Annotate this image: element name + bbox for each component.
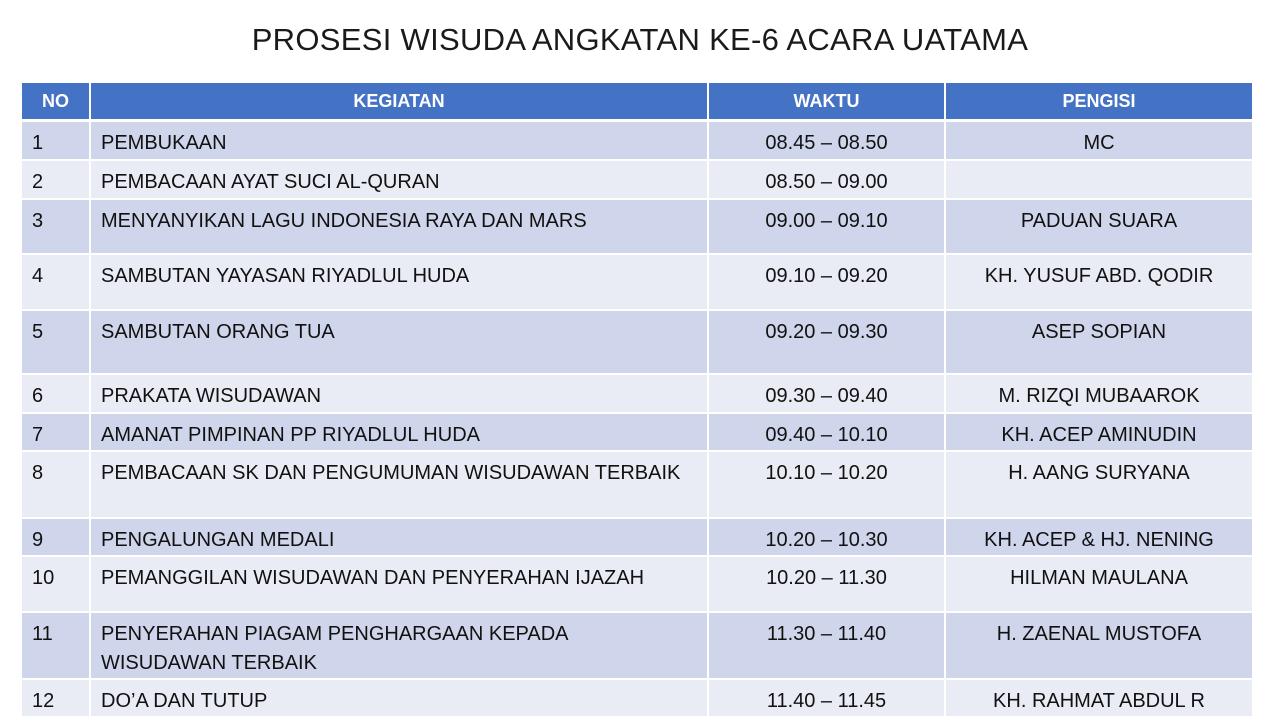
table-header-row [22,83,1252,121]
cell-no: 11 [22,612,90,679]
cell-pengisi: ASEP SOPIAN [945,310,1252,374]
table-row [22,556,1252,612]
cell-kegiatan: PEMBACAAN AYAT SUCI AL-QURAN [90,160,708,199]
cell-no: 9 [22,518,90,556]
cell-kegiatan: PRAKATA WISUDAWAN [90,374,708,413]
cell-pengisi [945,160,1252,199]
table-row [22,612,1252,679]
cell-pengisi: KH. YUSUF ABD. QODIR [945,254,1252,310]
cell-kegiatan: PENGALUNGAN MEDALI [90,518,708,556]
cell-waktu: 09.10 – 09.20 [708,254,945,310]
cell-pengisi: H. AANG SURYANA [945,451,1252,518]
cell-no: 6 [22,374,90,413]
cell-waktu: 11.30 – 11.40 [708,612,945,679]
cell-waktu: 08.50 – 09.00 [708,160,945,199]
cell-kegiatan: PEMBACAAN SK DAN PENGUMUMAN WISUDAWAN TERBAIK [90,451,708,518]
cell-no: 5 [22,310,90,374]
cell-pengisi: KH. RAHMAT ABDUL R [945,679,1252,717]
table-row [22,374,1252,413]
cell-no: 10 [22,556,90,612]
cell-pengisi: M. RIZQI MUBAAROK [945,374,1252,413]
cell-kegiatan: DO’A DAN TUTUP [90,679,708,717]
cell-pengisi: HILMAN MAULANA [945,556,1252,612]
cell-pengisi: H. ZAENAL MUSTOFA [945,612,1252,679]
cell-waktu: 08.45 – 08.50 [708,121,945,160]
cell-waktu: 10.20 – 11.30 [708,556,945,612]
table-row [22,451,1252,518]
cell-waktu: 11.40 – 11.45 [708,679,945,717]
cell-no: 2 [22,160,90,199]
cell-pengisi: KH. ACEP AMINUDIN [945,413,1252,451]
cell-pengisi: KH. ACEP & HJ. NENING [945,518,1252,556]
cell-kegiatan: MENYANYIKAN LAGU INDONESIA RAYA DAN MARS [90,199,708,254]
cell-kegiatan: PENYERAHAN PIAGAM PENGHARGAAN KEPADA WISUDAWAN TERBAIK [90,612,708,679]
cell-no: 1 [22,121,90,160]
cell-kegiatan: SAMBUTAN ORANG TUA [90,310,708,374]
cell-kegiatan: AMANAT PIMPINAN PP RIYADLUL HUDA [90,413,708,451]
table-row [22,254,1252,310]
table-row [22,413,1252,451]
cell-pengisi: MC [945,121,1252,160]
cell-kegiatan: PEMANGGILAN WISUDAWAN DAN PENYERAHAN IJAZAH [90,556,708,612]
page-title: PROSESI WISUDA ANGKATAN KE-6 ACARA UATAMA [251,22,1029,57]
cell-pengisi: PADUAN SUARA [945,199,1252,254]
table-row [22,310,1252,374]
cell-no: 12 [22,679,90,717]
cell-waktu: 09.20 – 09.30 [708,310,945,374]
cell-kegiatan: PEMBUKAAN [90,121,708,160]
cell-no: 7 [22,413,90,451]
header-pengisi: PENGISI [945,83,1252,121]
header-waktu: WAKTU [708,83,945,121]
table-row [22,199,1252,254]
schedule-table [22,83,1252,718]
cell-waktu: 09.00 – 09.10 [708,199,945,254]
cell-kegiatan: SAMBUTAN YAYASAN RIYADLUL HUDA [90,254,708,310]
cell-no: 3 [22,199,90,254]
cell-no: 4 [22,254,90,310]
table-row [22,518,1252,556]
table-row [22,160,1252,199]
cell-waktu: 09.40 – 10.10 [708,413,945,451]
header-no: NO [22,83,90,121]
cell-waktu: 10.10 – 10.20 [708,451,945,518]
table-row [22,679,1252,717]
header-kegiatan: KEGIATAN [90,83,708,121]
cell-waktu: 10.20 – 10.30 [708,518,945,556]
table-row [22,121,1252,160]
cell-no: 8 [22,451,90,518]
cell-waktu: 09.30 – 09.40 [708,374,945,413]
